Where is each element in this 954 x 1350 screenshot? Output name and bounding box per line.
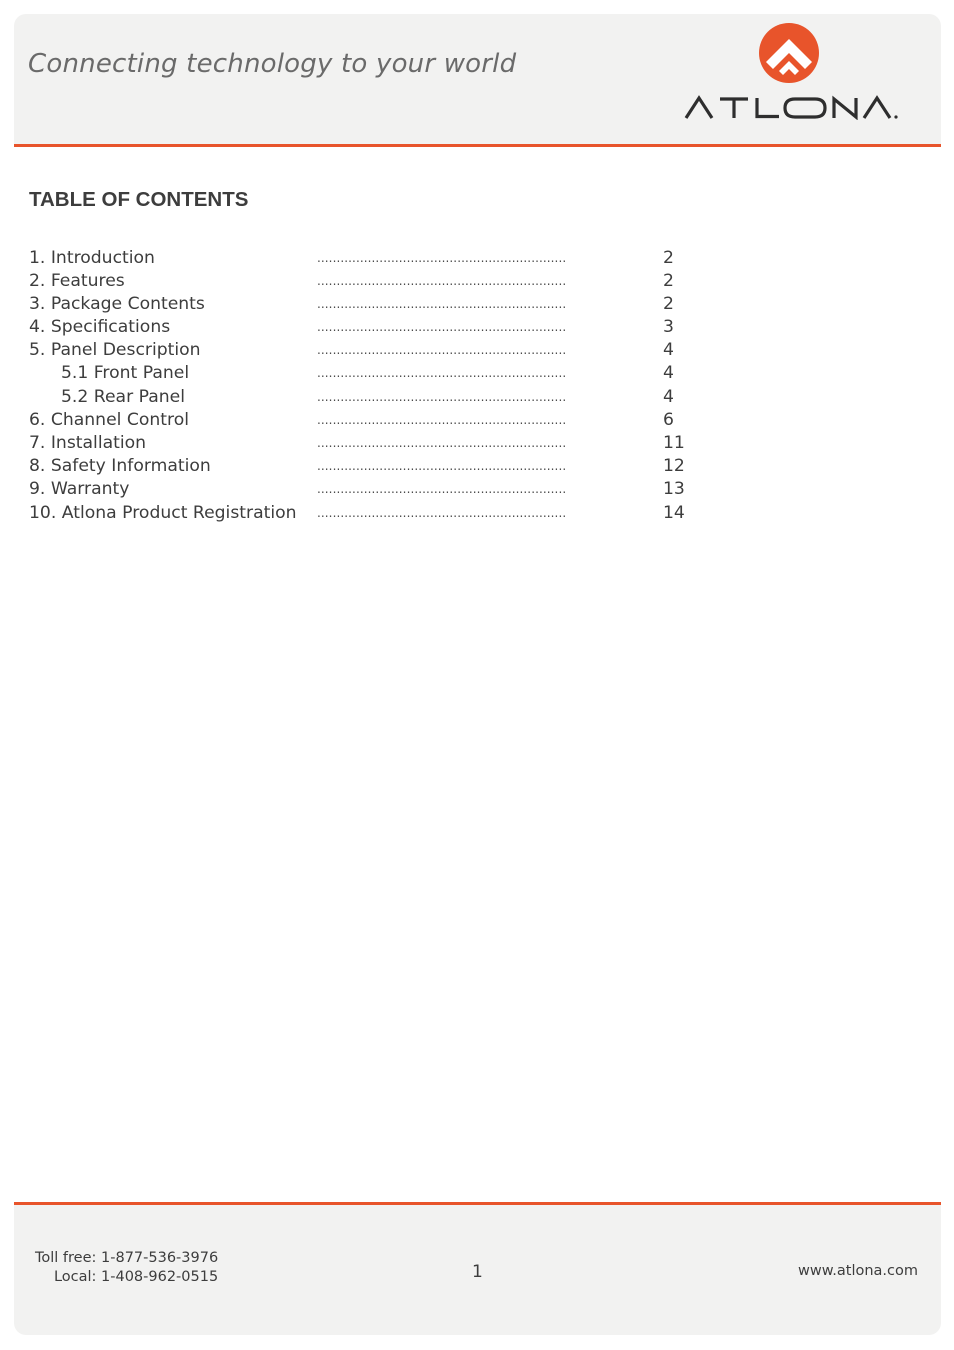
toc-entry-label: 1. Introduction [29, 248, 155, 268]
toc-entry-page: 2 [663, 294, 674, 315]
toc-dot-leader: ................................................................ [317, 320, 567, 335]
toc-entry-label: 7. Installation [29, 433, 147, 454]
toc-entry-page: 2 [663, 271, 674, 292]
toc-dot-leader: ................................................................ [317, 343, 567, 358]
header-divider [14, 144, 941, 147]
toc-entry[interactable] [29, 362, 709, 385]
toc-dot-leader: ................................................................ [317, 436, 567, 451]
toc-dot-leader: ................................................................ [317, 505, 567, 520]
toc-entry[interactable] [29, 478, 709, 501]
toc-entry-label: 6. Channel Control [29, 410, 190, 431]
toc-entry-page: 3 [663, 317, 674, 338]
toc-entry[interactable] [29, 316, 709, 339]
toc-entry-page: 6 [663, 410, 674, 431]
toc-entry-page: 12 [663, 456, 685, 477]
toc-entry-label: 4. Specifications [29, 317, 171, 338]
toc-entry-label: 5.2 Rear Panel [61, 386, 185, 407]
toc-entry[interactable] [29, 270, 709, 293]
toc-entry[interactable] [29, 502, 709, 525]
toll-free-number: Toll free: 1-877-536-3976 [35, 1250, 219, 1266]
toc-dot-leader: ................................................................ [317, 459, 567, 474]
toc-entry-label: 3. Package Contents [29, 294, 205, 315]
toc-heading: TABLE OF CONTENTS [29, 188, 249, 211]
toc-dot-leader: ................................................................ [317, 482, 567, 497]
toc-entry[interactable] [29, 432, 709, 455]
toc-entry-label: 2. Features [29, 271, 125, 292]
toc-entry-page: 13 [663, 479, 685, 500]
toc-dot-leader: ................................................................ [317, 297, 567, 312]
page-number: 1 [472, 1262, 483, 1282]
website-link[interactable]: www.atlona.com [798, 1263, 918, 1279]
toc-dot-leader: ................................................................ [317, 366, 567, 381]
toc-entry-page: 4 [663, 386, 674, 407]
toc-entry[interactable] [29, 293, 709, 316]
atlona-logo-icon [758, 22, 820, 84]
toc-entry-label: 10. Atlona Product Registration [29, 502, 297, 523]
toc-entry[interactable] [29, 386, 709, 410]
toc-dot-leader: ................................................................ [317, 274, 567, 289]
atlona-wordmark [684, 94, 899, 120]
toc-entry-label: 9. Warranty [29, 479, 130, 500]
toc-list [29, 247, 709, 525]
toc-entry-page: 4 [663, 340, 674, 361]
toc-entry-label: 8. Safety Information [29, 456, 211, 477]
toc-entry-page: 11 [663, 433, 685, 454]
contact-info [35, 1249, 218, 1287]
toc-entry-label: 5.1 Front Panel [61, 363, 190, 384]
toc-entry[interactable] [29, 339, 709, 362]
local-number: Local: 1-408-962-0515 [53, 1269, 219, 1285]
toc-dot-leader: ................................................................ [317, 413, 567, 428]
toc-entry-page: 14 [663, 502, 685, 523]
toc-dot-leader: ................................................................ [317, 389, 567, 404]
header-tagline: Connecting technology to your world [28, 49, 517, 79]
toc-entry[interactable] [29, 409, 709, 432]
toc-dot-leader: ................................................................ [317, 251, 567, 265]
toc-entry[interactable] [29, 247, 709, 270]
toc-entry-page: 4 [663, 363, 674, 384]
toc-entry-page: 2 [663, 248, 674, 268]
toc-entry-label: 5. Panel Description [29, 340, 201, 361]
toc-entry[interactable] [29, 455, 709, 478]
